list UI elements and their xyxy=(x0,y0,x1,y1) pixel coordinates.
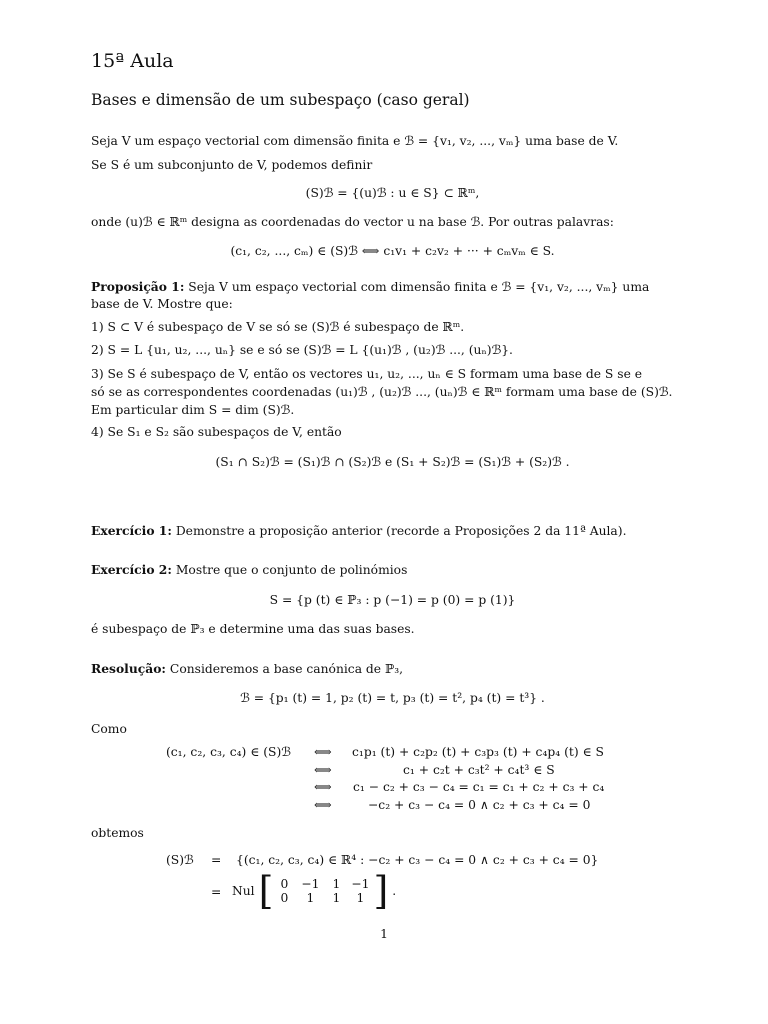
matrix-cell: 0 xyxy=(280,877,289,891)
exercise-1-text: Demonstre a proposição anterior (recorde a Proposições 2 da 11ª Aula). xyxy=(175,524,627,538)
chain-row-1-op: ⟺ xyxy=(314,745,332,759)
proposition-item-2: 2) S = L {u₁, u₂, ..., uₙ} se e só se (S)ℬ = L {(u₁)ℬ , (u₂)ℬ ..., (uₙ)ℬ}. xyxy=(91,343,513,357)
chain-row-2-op: ⟺ xyxy=(314,763,332,777)
proposition-label: Proposição 1: xyxy=(91,279,185,294)
matrix-cell: −1 xyxy=(301,877,320,891)
resolution-obtemos: obtemos xyxy=(91,826,144,840)
proposition-item-3a: 3) Se S é subespaço de V, então os vectores u₁, u₂, ..., uₙ ∈ S formam uma base de S se e xyxy=(91,367,643,381)
proposition-item-3b: só se as correspondentes coordenadas (u₁)ℬ , (u₂)ℬ ..., (uₙ)ℬ ∈ ℝᵐ formam uma base de (S)ℬ. xyxy=(91,385,673,399)
proposition-line-2: base de V. Mostre que: xyxy=(91,297,233,311)
equation-canonical-basis: ℬ = {p₁ (t) = 1, p₂ (t) = t, p₃ (t) = t², p₄ (t) = t³} . xyxy=(240,691,545,705)
chain-row-3-rhs: c₁ − c₂ + c₃ − c₄ = c₁ = c₁ + c₂ + c₃ + c₄ xyxy=(353,780,605,794)
result-lhs: (S)ℬ xyxy=(166,853,194,867)
chain-row-1-lhs: (c₁, c₂, c₃, c₄) ∈ (S)ℬ xyxy=(166,745,291,759)
proposition-text: Seja V um espaço vectorial com dimensão finita e ℬ = {v₁, v₂, ..., vₘ} uma xyxy=(188,280,650,294)
matrix-cell: 1 xyxy=(306,891,315,905)
exercise-2-text: Mostre que o conjunto de polinómios xyxy=(175,563,408,577)
proposition-line-1 xyxy=(91,279,694,295)
right-bracket: ] xyxy=(373,869,389,913)
exercise-1-label: Exercício 1: xyxy=(91,523,172,538)
intro-line-1: Seja V um espaço vectorial com dimensão finita e ℬ = {v₁, v₂, ..., vₘ} uma base de V. xyxy=(91,134,619,148)
lesson-title: 15ª Aula xyxy=(91,50,174,72)
chain-row-1-rhs: c₁p₁ (t) + c₂p₂ (t) + c₃p₃ (t) + c₄p₄ (t) ∈ S xyxy=(352,745,604,759)
chain-row-3-op: ⟺ xyxy=(314,780,332,794)
intro-line-2: Se S é um subconjunto de V, podemos definir xyxy=(91,158,373,172)
exercise-2-label: Exercício 2: xyxy=(91,562,172,577)
coefficient-matrix xyxy=(273,877,373,905)
resolution-label: Resolução: xyxy=(91,661,166,676)
equation-coordinate-set: (S)ℬ = {(u)ℬ : u ∈ S} ⊂ ℝᵐ, xyxy=(305,186,480,200)
nul-operator: Nul xyxy=(232,884,255,898)
equation-intersection-sum: (S₁ ∩ S₂)ℬ = (S₁)ℬ ∩ (S₂)ℬ e (S₁ + S₂)ℬ = (S₁)ℬ + (S₂)ℬ . xyxy=(215,455,570,469)
exercise-2-after: é subespaço de ℙ₃ e determine uma das suas bases. xyxy=(91,622,415,636)
left-bracket: [ xyxy=(258,869,274,913)
matrix-cell: 1 xyxy=(356,891,365,905)
matrix-cell: 1 xyxy=(332,891,341,905)
proposition-item-4: 4) Se S₁ e S₂ são subespaços de V, então xyxy=(91,425,342,439)
result-equals-1: = xyxy=(211,853,222,867)
matrix-cell: −1 xyxy=(351,877,370,891)
intro-line-3: onde (u)ℬ ∈ ℝᵐ designa as coordenadas do vector u na base ℬ. Por outras palavras: xyxy=(91,215,614,229)
result-equals-2: = xyxy=(211,885,222,899)
section-title: Bases e dimensão de um subespaço (caso geral) xyxy=(91,91,470,109)
exercise-2 xyxy=(91,562,694,578)
matrix-cell: 0 xyxy=(280,891,289,905)
matrix-cell: 1 xyxy=(332,877,341,891)
resolution-text: Consideremos a base canónica de ℙ₃, xyxy=(169,662,404,676)
exercise-1 xyxy=(91,523,694,539)
resolution-como: Como xyxy=(91,722,127,736)
null-space-expression xyxy=(232,869,397,913)
proposition-item-3c: Em particular dim S = dim (S)ℬ. xyxy=(91,403,295,417)
page-number: 1 xyxy=(380,927,388,941)
proposition-item-1: 1) S ⊂ V é subespaço de V se só se (S)ℬ é subespaço de ℝᵐ. xyxy=(91,320,465,334)
chain-row-2-rhs: c₁ + c₂t + c₃t² + c₄t³ ∈ S xyxy=(403,763,555,777)
equation-coordinate-equivalence: (c₁, c₂, ..., cₘ) ∈ (S)ℬ ⟺ c₁v₁ + c₂v₂ + ··· + cₘvₘ ∈ S. xyxy=(230,244,555,258)
resolution-intro xyxy=(91,661,694,677)
result-set: {(c₁, c₂, c₃, c₄) ∈ ℝ⁴ : −c₂ + c₃ − c₄ = 0 ∧ c₂ + c₃ + c₄ = 0} xyxy=(236,853,599,867)
equation-polynomial-set: S = {p (t) ∈ ℙ₃ : p (−1) = p (0) = p (1)} xyxy=(269,593,516,607)
matrix-period: . xyxy=(392,884,397,898)
chain-row-4-rhs: −c₂ + c₃ − c₄ = 0 ∧ c₂ + c₃ + c₄ = 0 xyxy=(368,798,591,812)
chain-row-4-op: ⟺ xyxy=(314,798,332,812)
